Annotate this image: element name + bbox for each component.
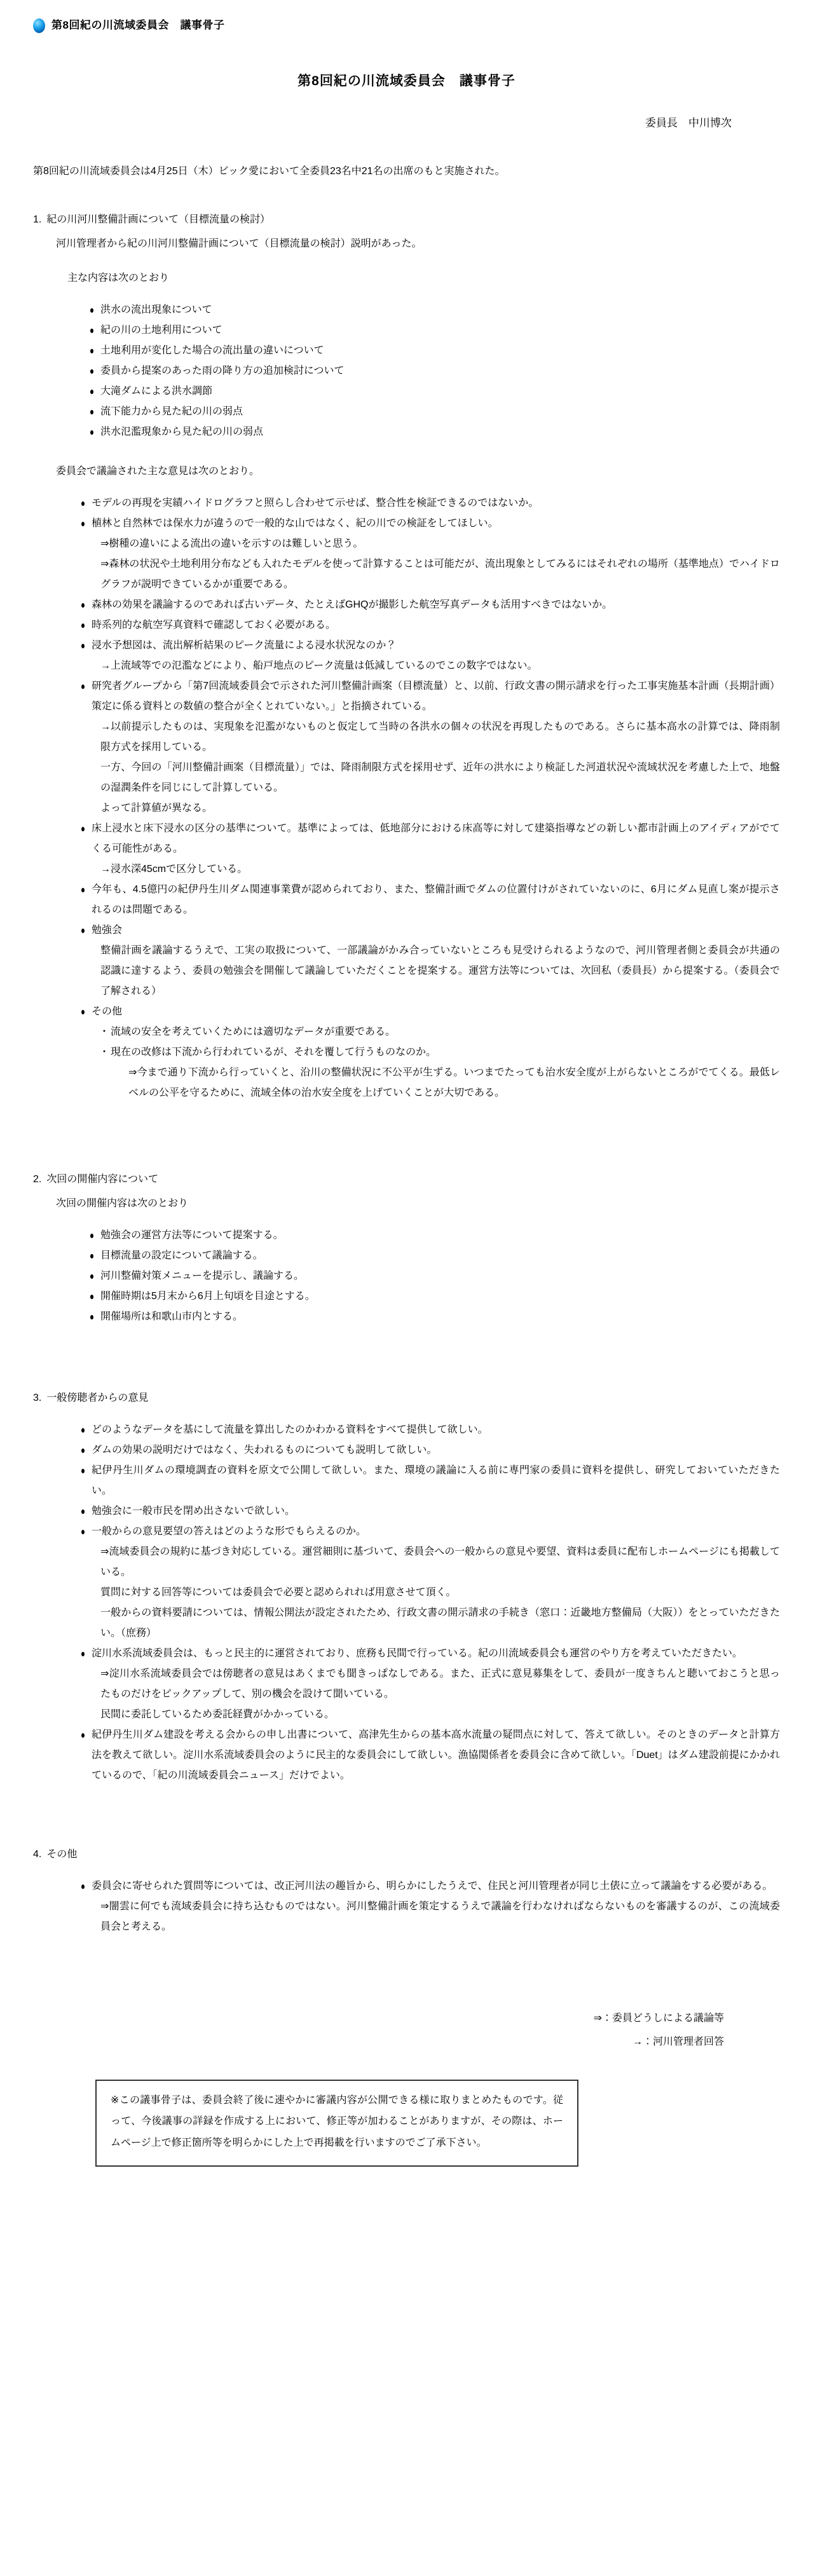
section-4-number: 4. (33, 1849, 42, 1860)
section-4-title: その他 (46, 1849, 78, 1860)
section-3-title: 一般傍聴者からの意見 (46, 1393, 149, 1404)
list-item: 河川整備対策メニューを提示し、議論する。 (89, 1266, 780, 1286)
legend (0, 2007, 724, 2054)
section-3-number: 3. (33, 1393, 42, 1404)
list-item: 大滝ダムによる洪水調節 (89, 381, 780, 402)
section-3-list (80, 1420, 780, 1786)
section-4-heading (33, 1844, 780, 1865)
section-2-body (56, 1194, 780, 1327)
list-item-other: その他 ・ 流域の安全を考えていくためには適切なデータが重要である。 ・ 現在の改修は下流から行われているが、それを覆して行うものなのか。 ⇒今まで通り下流から行っていくと、沿川の整備状況に不公平が生ずる。いつまでたっても治水安全度が上がらないところがでてくる。最低レベルの公平を守るために、流域全体の治水安全度を上げていくことが大切である。 (80, 1002, 780, 1103)
section-1 (33, 210, 780, 1103)
list-item: 一般からの意見要望の答えはどのような形でもらえるのか。 ⇒流域委員会の規約に基づき対応している。運営細則に基づいて、委員会への一般からの意見や要望、資料は委員に配布しホームページにも掲載している。 質問に対する回答等については委員会で必要と認められれば用意させて頂く。 一般からの資料要請については、情報公開法が設定されたため、行政文書の開示請求の手続き（窓口：近畿地方整備局（大阪））をとっていただきたい。（庶務） (80, 1522, 780, 1644)
header-title: 第8回紀の川流域委員会 議事骨子 (51, 18, 225, 31)
list-item: 委員から提案のあった雨の降り方の追加検討について (89, 361, 780, 381)
list-item: 洪水の流出現象について (89, 300, 780, 320)
list-item: 開催時期は5月末から6月上旬頃を目途とする。 (89, 1286, 780, 1307)
list-item: 勉強会の運営方法等について提案する。 (89, 1225, 780, 1246)
section-3 (33, 1388, 780, 1786)
section-1-title: 紀の川河川整備計画について（目標流量の検討） (46, 214, 271, 226)
section-2 (33, 1169, 780, 1327)
list-item: 植林と自然林では保水力が違うので一般的な山ではなく、紀の川での検証をしてほしい。 ⇒樹種の違いによる流出の違いを示すのは難しいと思う。 ⇒森林の状況や土地利用分布なども入れたモデルを使って計算することは可能だが、流出現象としてみるにはそれぞれの場所（基準地点）でハイドログラフが説明できているかが重要である。 (80, 514, 780, 595)
list-item: 淀川水系流域委員会は、もっと民主的に運営されており、庶務も民間で行っている。紀の川流域委員会も運営のやり方を考えていただきたい。 ⇒淀川水系流域委員会では傍聴者の意見はあくまでも聞きっぱなしである。また、正式に意見募集をして、委員が一度きちんと聴いておこうと思ったものだけをピックアップして、別の機会を設けて聞いている。 民間に委託しているため委託経費がかかっている。 (80, 1644, 780, 1725)
bottom-spacer (0, 2167, 813, 2205)
document-header (0, 0, 813, 39)
list-item: ダムの効果の説明だけではなく、失われるものについても説明して欲しい。 (80, 1440, 780, 1461)
section-2-title: 次回の開催内容について (46, 1174, 159, 1185)
list-item: 紀の川の土地利用について (89, 320, 780, 341)
list-item: 目標流量の設定について議論する。 (89, 1246, 780, 1266)
section-1-body (56, 234, 780, 1103)
section-1-contents-list (89, 300, 780, 442)
legend-item-river-manager: →：河川管理者回答 (632, 2036, 724, 2047)
disclaimer-note-box: ※この議事骨子は、委員会終了後に速やかに審議内容が公開できる様に取りまとめたものです。従って、今後議事の詳録を作成する上において、修正等が加わることがありますが、その際は、ホームページ上で修正箇所等を明らかにした上で再掲載を行いますのでご了承下さい。 (95, 2080, 578, 2167)
section-2-number: 2. (33, 1174, 42, 1185)
section-2-lead: 次回の開催内容は次のとおり (56, 1198, 189, 1210)
section-1-contents-lead: 主な内容は次のとおり (67, 273, 170, 284)
section-4-list (80, 1876, 780, 1937)
list-item: 開催場所は和歌山市内とする。 (89, 1307, 780, 1327)
list-item: 紀伊丹生川ダムの環境調査の資料を原文で公開して欲しい。また、環境の議論に入る前に専門家の委員に資料を提供し、研究しておいていただきたい。 (80, 1461, 780, 1501)
list-item: モデルの再現を実績ハイドログラフと照らし合わせて示せば、整合性を検証できるのではないか。 (80, 493, 780, 514)
list-item: 浸水予想図は、流出解析結果のピーク流量による浸水状況なのか？ →上流域等での氾濫などにより、船戸地点のピーク流量は低減しているのでこの数字ではない。 (80, 636, 780, 676)
list-item: 土地利用が変化した場合の流出量の違いについて (89, 341, 780, 361)
list-item: ・ 流域の安全を考えていくためには適切なデータが重要である。 (100, 1022, 780, 1042)
section-2-list (89, 1225, 780, 1327)
list-item: ・ 現在の改修は下流から行われているが、それを覆して行うものなのか。 ⇒今まで通り下流から行っていくと、沿川の整備状況に不公平が生ずる。いつまでたっても治水安全度が上がらないところがでてくる。最低レベルの公平を守るために、流域全体の治水安全度を上げていくことが大切である。 (100, 1042, 780, 1103)
section-1-opinions-list (80, 493, 780, 1103)
list-item: 森林の効果を議論するのであれば古いデータ、たとえばGHQが撮影した航空写真データも活用すべきではないか。 (80, 595, 780, 615)
section-1-number: 1. (33, 214, 42, 226)
section-3-body (56, 1420, 780, 1786)
page-title: 第8回紀の川流域委員会 議事骨子 (297, 74, 516, 88)
blue-sphere-icon (33, 18, 45, 33)
intro-paragraph: 第8回紀の川流域委員会は4月25日（木）ビック愛において全委員23名中21名の出席のもと実施された。 (33, 166, 505, 177)
list-item: 勉強会 整備計画を議論するうえで、工実の取扱について、一部議論がかみ合っていないところも見受けられるようなので、河川管理者側と委員会が共通の認識に達するよう、委員の勉強会を開催して議論していただくことを提案する。運営方法等については、次回私（委員長）から提案する。（委員会で了解される） (80, 920, 780, 1002)
list-item: 委員会に寄せられた質問等については、改正河川法の趣旨から、明らかにしたうえで、住民と河川管理者が同じ土俵に立って議論をする必要がある。 ⇒闇雲に何でも流域委員会に持ち込むものではない。河川整備計画を策定するうえで議論を行わなければならないものを審議するのが、この流域委員会と考える。 (80, 1876, 780, 1937)
list-item: 勉強会に一般市民を閉め出さないで欲しい。 (80, 1501, 780, 1522)
list-item: 流下能力から見た紀の川の弱点 (89, 402, 780, 422)
section-1-other-list (100, 1022, 780, 1103)
list-item: 研究者グループから「第7回流域委員会で示された河川整備計画案（目標流量）と、以前、行政文書の開示請求を行った工事実施基本計画（長期計画）策定に係る資料との数値の整合が全くとれていない。」と指摘されている。 →以前提示したものは、実現象を氾濫がないものと仮定して当時の各洪水の個々の状況を再現したものである。さらに基本高水の計算では、降雨制限方式を採用している。 一方、今回の「河川整備計画案（目標流量）」では、降雨制限方式を採用せず、近年の洪水により検証した河道状況や流域状況を考慮した上で、地盤の湿潤条件を同じにして計算している。 よって計算値が異なる。 (80, 676, 780, 819)
section-2-heading (33, 1169, 780, 1190)
section-4 (33, 1844, 780, 1937)
list-item: どのようなデータを基にして流量を算出したのかわかる資料をすべて提供して欲しい。 (80, 1420, 780, 1440)
legend-item-committee: ⇒：委員どうしによる議論等 (593, 2013, 724, 2024)
list-item: 紀伊丹生川ダム建設を考える会からの申し出書について、高津先生からの基本高水流量の疑問点に対して、答えて欲しい。そのときのデータと計算方法を教えて欲しい。淀川水系流域委員会のように民主的な委員会にして欲しい。漁協関係者を委員会に含めて欲しい。「Duet」はダム建設前提にかかれているので、「紀の川流域委員会ニュース」だけでよい。 (80, 1725, 780, 1786)
list-item: 洪水氾濫現象から見た紀の川の弱点 (89, 422, 780, 442)
section-1-opinions-lead: 委員会で議論された主な意見は次のとおり。 (56, 466, 260, 477)
chairperson-line: 委員長 中川博次 (645, 116, 732, 129)
list-item: 今年も、4.5億円の紀伊丹生川ダム関連事業費が認められており、また、整備計画でダムの位置付けがされていないのに、6月にダム見直し案が提示されるのは問題である。 (80, 880, 780, 920)
section-4-body (56, 1876, 780, 1937)
section-1-lead: 河川管理者から紀の川河川整備計画について（目標流量の検討）説明があった。 (56, 238, 422, 250)
list-item: 時系列的な航空写真資料で確認しておく必要がある。 (80, 615, 780, 636)
list-item: 床上浸水と床下浸水の区分の基準について。基準によっては、低地部分における床高等に対して建築指導などの新しい都市計画上のアイディアがでてくる可能性がある。 →浸水深45cmで区分している。 (80, 819, 780, 880)
section-3-heading (33, 1388, 780, 1408)
section-1-heading (33, 210, 780, 230)
